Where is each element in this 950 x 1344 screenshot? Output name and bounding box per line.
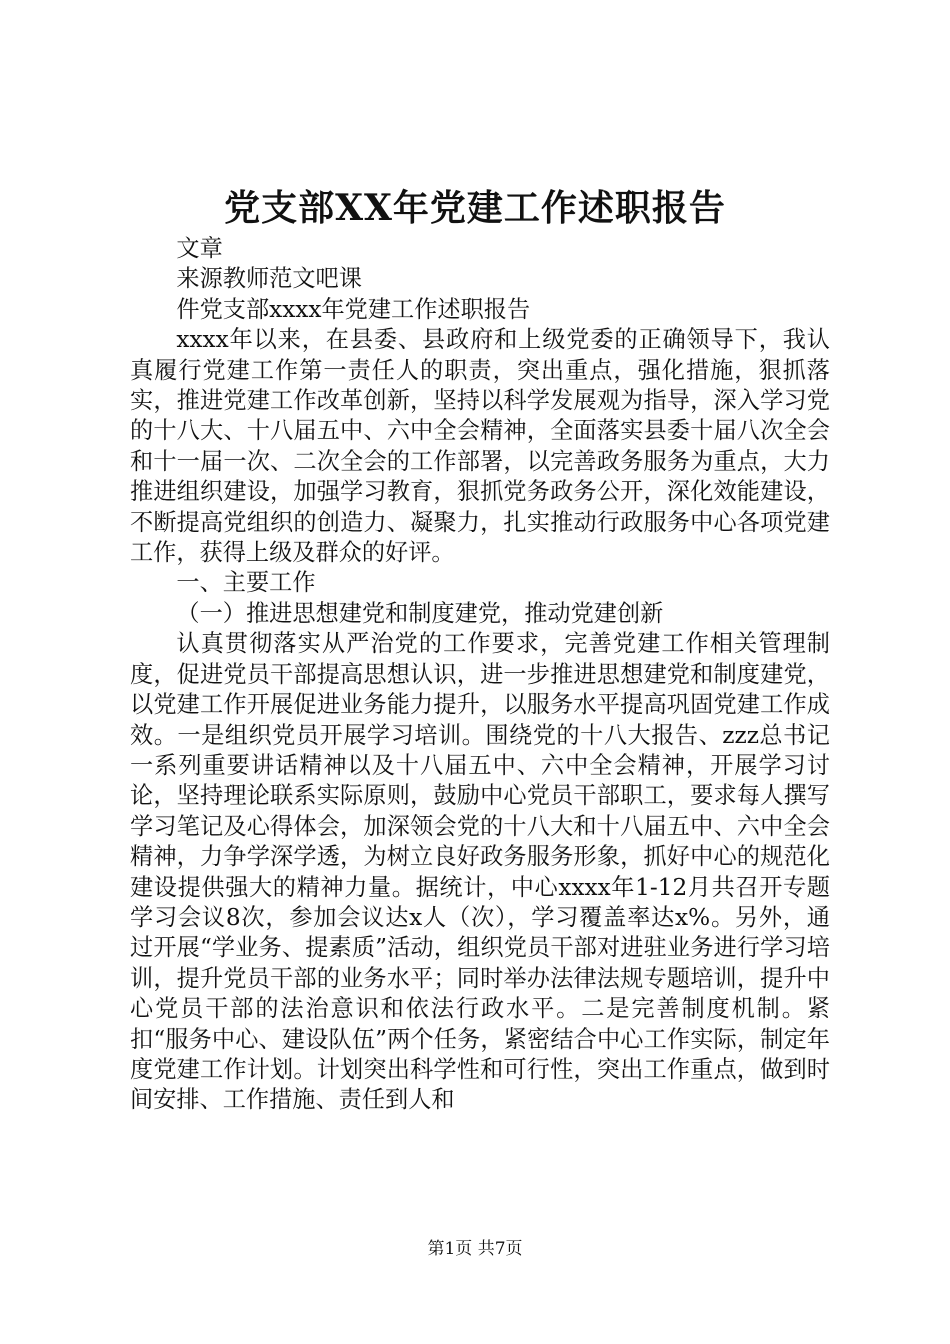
paragraph-source-2: 来源教师范文吧课 (176, 265, 362, 293)
paragraph-source-1: 文章 (176, 235, 223, 262)
paragraph-subtitle: 件党支部xxxx年党建工作述职报告 (176, 295, 531, 323)
subsection-heading-1: （一）推进思想建党和制度建党，推动党建创新 (176, 599, 664, 627)
page-footer: 第1页 共7页 (427, 1239, 523, 1259)
section-heading-main-work: 一、主要工作 (176, 569, 316, 597)
paragraph-intro: xxxx年以来，在县委、县政府和上级党委的正确领导下，我认真履行党建工作第一责任人的职责，突出重点，强化措施，狠抓落实，推进党建工作改革创新，坚持以科学发展观为指导，深入学习党的十八大、十八届五中、六中全会精神，全面落实县委十届八次全会和十一届一次、二次全会的工作部署，以完善政务服务为重点，大力推进组织建设，加强学习教育，狠抓党务政务公开，深化效能建设，不断提高党组织的创造力、凝聚力，扎实推动行政服务中心各项党建工作，获得上级及群众的好评。 (130, 326, 830, 567)
paragraph-body-1: 认真贯彻落实从严治党的工作要求，完善党建工作相关管理制度，促进党员干部提高思想认识，进一步推进思想建党和制度建党，以党建工作开展促进业务能力提升，以服务水平提高巩固党建工作成效。一是组织党员开展学习培训。围绕党的十八大报告、zzz总书记一系列重要讲话精神以及十八届五中、六中全会精神，开展学习讨论，坚持理论联系实际原则，鼓励中心党员干部职工，要求每人撰写学习笔记及心得体会，加深领会党的十八大和十八届五中、六中全会精神，力争学深学透，为树立良好政务服务形象，抓好中心的规范化建设提供强大的精神力量。据统计，中心xxxx年1-12月共召开专题学习会议8次，参加会议达x人（次），学习覆盖率达x%。另外，通过开展“学业务、提素质”活动，组织党员干部对进驻业务进行学习培训，提升党员干部的业务水平；同时举办法律法规专题培训，提升中心党员干部的法治意识和依法行政水平。二是完善制度机制。紧扣“服务中心、建设队伍”两个任务，紧密结合中心工作实际，制定年度党建工作计划。计划突出科学性和可行性，突出工作重点，做到时间安排、工作措施、责任到人和 (130, 630, 830, 1114)
document-title: 党支部XX年党建工作述职报告 (224, 187, 726, 229)
document-body (130, 234, 830, 1116)
